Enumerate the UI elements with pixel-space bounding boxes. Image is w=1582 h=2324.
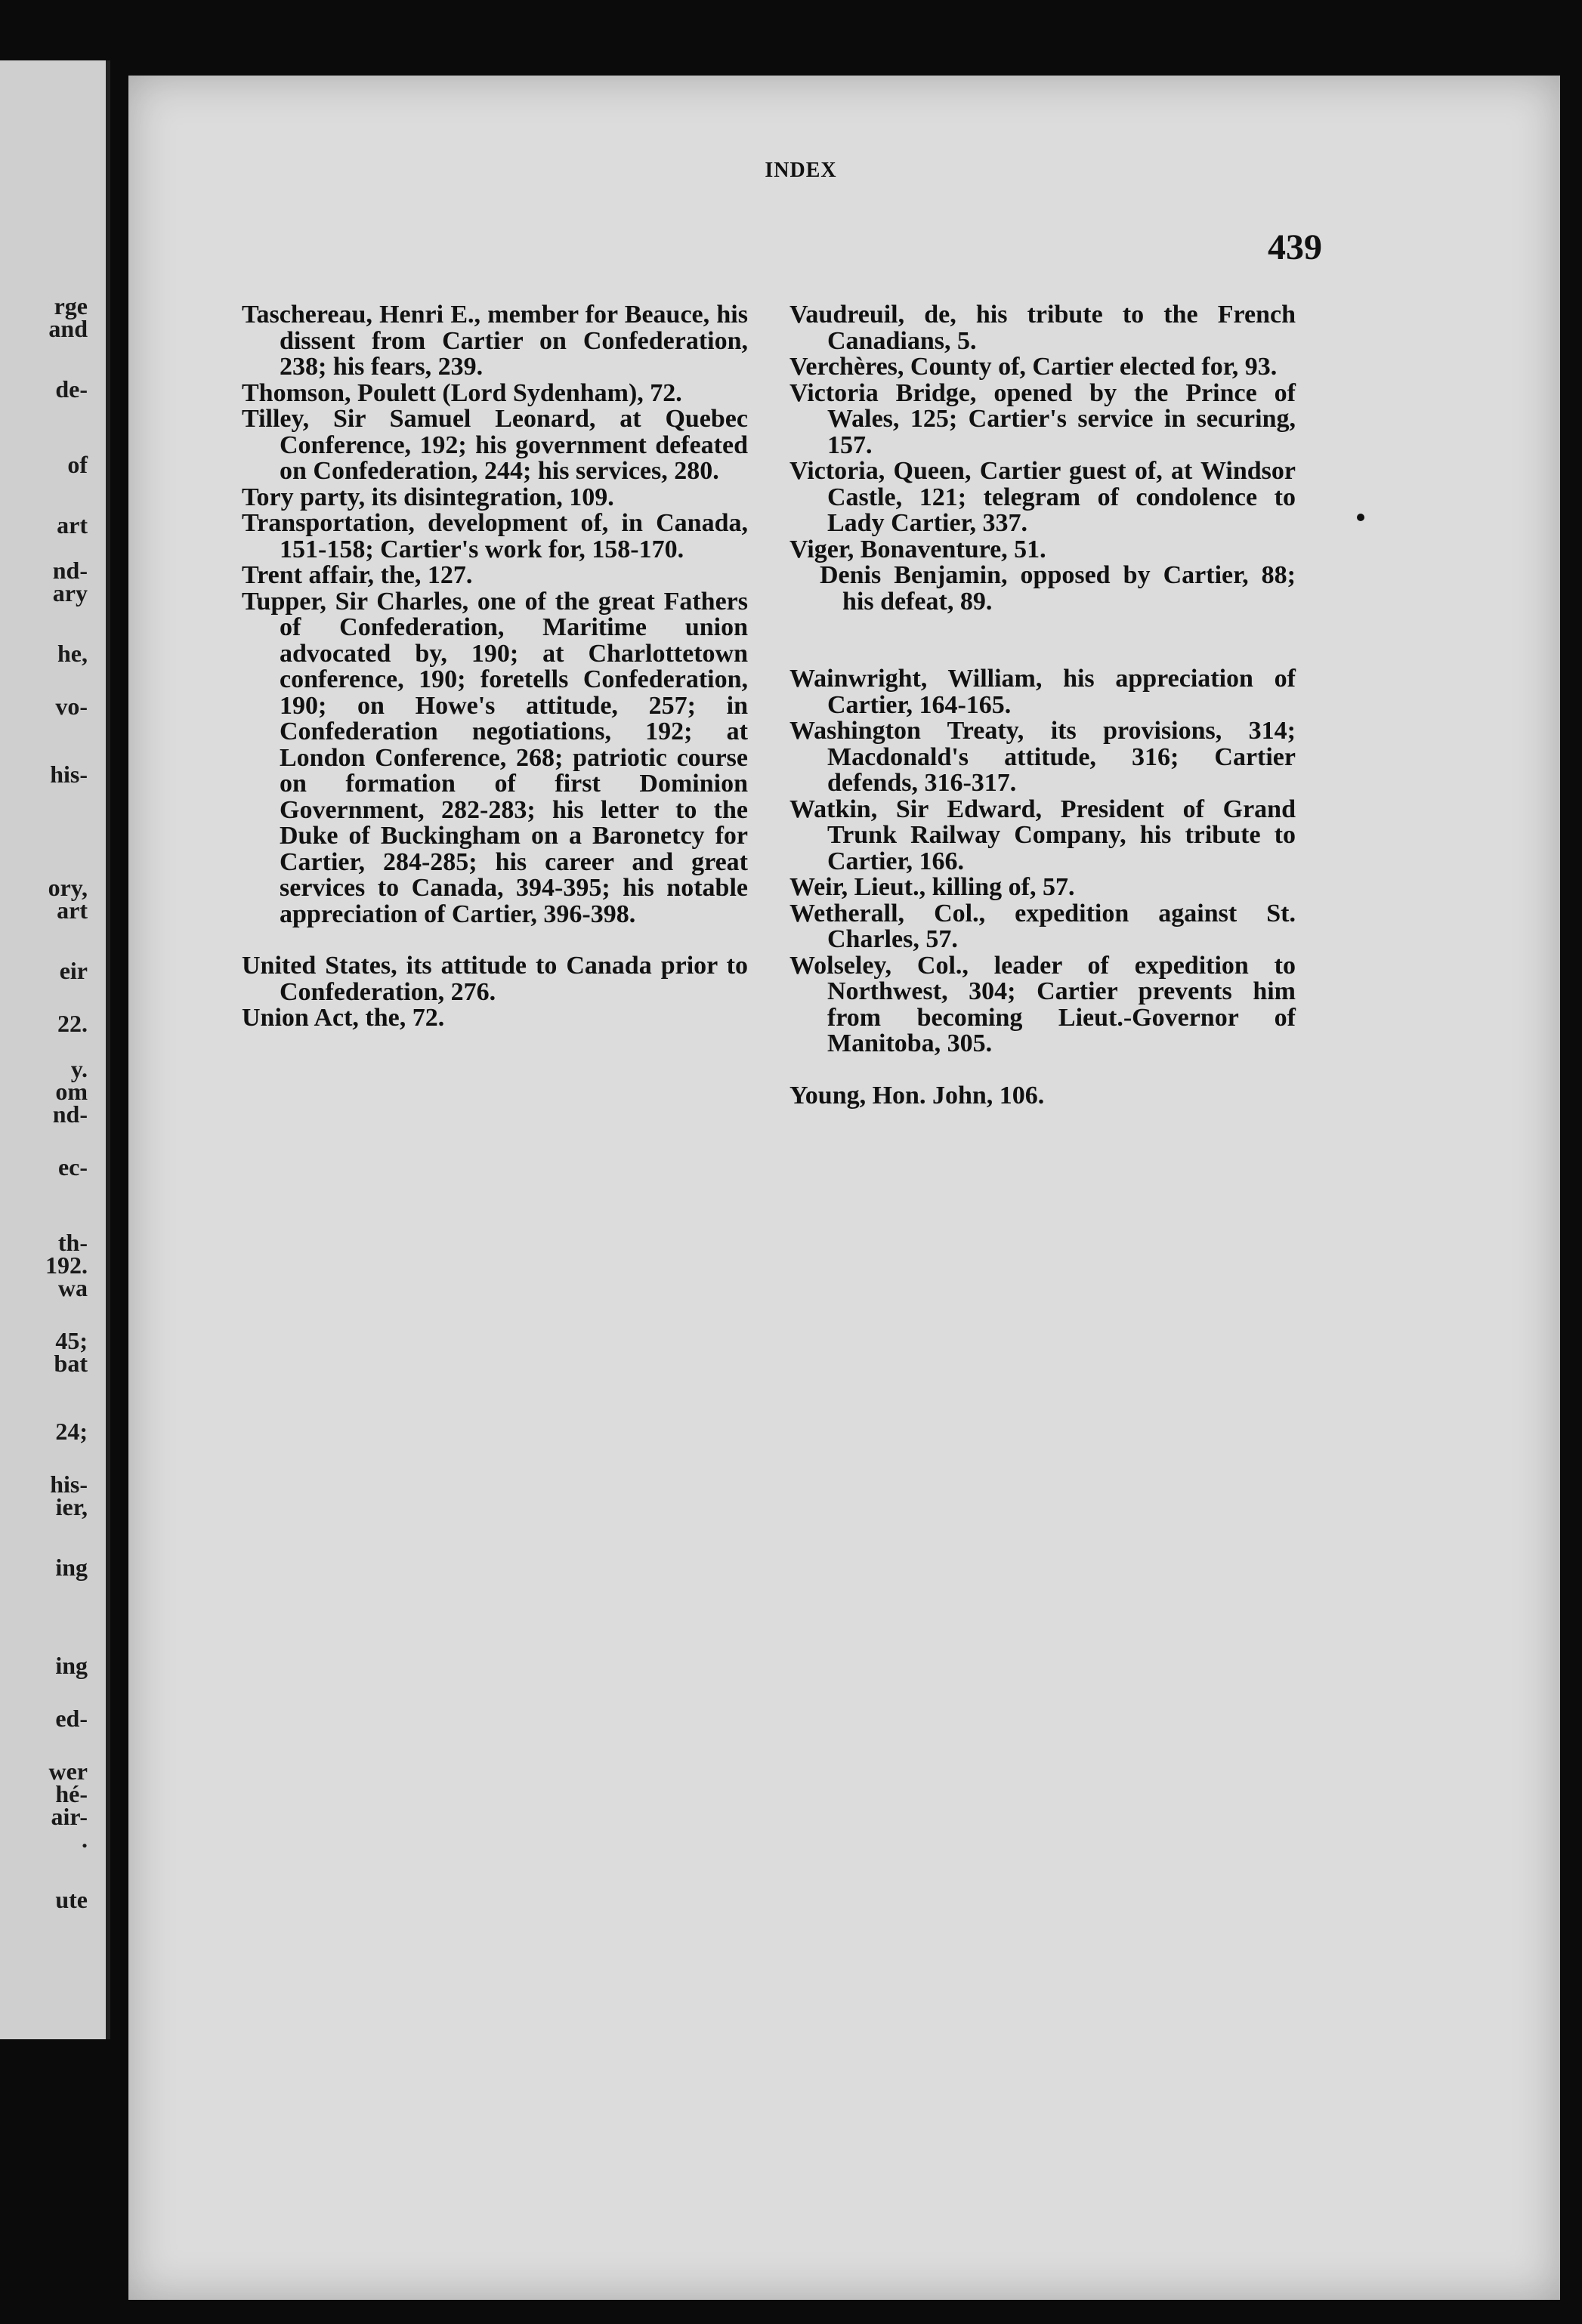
facing-page-fragment: and [48, 315, 88, 342]
facing-page-fragment: ary [52, 579, 88, 606]
index-entry: Victoria, Queen, Cartier guest of, at Windsor Castle, 121; telegram of condolence to Lady Cartier, 337. [789, 457, 1296, 537]
facing-page-fragment: art [57, 511, 88, 539]
index-entry: Tory party, its disintegration, 109. [242, 483, 614, 511]
facing-page-fragment: om [55, 1078, 88, 1105]
facing-page-fragment: hé- [55, 1780, 88, 1807]
index-entry: Transportation, development of, in Canada, 151-158; Cartier's work for, 158-170. [242, 509, 748, 563]
facing-page-fragment: bat [54, 1350, 88, 1377]
facing-page-fragment: nd- [52, 1100, 88, 1128]
index-entry: Wainwright, William, his appreciation of Cartier, 164-165. [789, 665, 1296, 719]
facing-page-fragment: ed- [55, 1705, 88, 1732]
facing-page-fragment: his- [50, 1471, 88, 1498]
index-entry: Young, Hon. John, 106. [789, 1081, 1045, 1110]
index-entry: Thomson, Poulett (Lord Sydenham), 72. [242, 378, 682, 407]
facing-page-fragment: eir [59, 957, 88, 984]
facing-page-fragment: his- [50, 761, 88, 788]
facing-page-fragment: vo- [55, 693, 88, 720]
facing-page-fragment: rge [54, 292, 88, 319]
facing-page-edge [0, 60, 110, 2039]
facing-page-fragment: art [57, 897, 88, 924]
index-entry: Vaudreuil, de, his tribute to the French Canadians, 5. [789, 301, 1296, 355]
facing-page-fragment: ing [55, 1554, 88, 1581]
index-entry: Victoria Bridge, opened by the Prince of Wales, 125; Cartier's service in securing, 157. [789, 378, 1296, 459]
facing-page-fragment: of [67, 451, 88, 478]
facing-page-fragment: air- [51, 1803, 88, 1830]
facing-page-fragment: ec- [57, 1153, 88, 1181]
facing-page-fragment: 192. [45, 1252, 88, 1279]
running-head: INDEX [765, 159, 837, 182]
facing-page-fragment: de- [55, 375, 88, 403]
facing-page-fragment: wer [48, 1758, 88, 1785]
index-entry: Trent affair, the, 127. [242, 561, 473, 589]
index-entry: Tilley, Sir Samuel Leonard, at Quebec Conference, 192; his government defeated on Confederation, 244; his services, 280. [242, 405, 748, 485]
section-gap [242, 927, 748, 953]
facing-page-fragment: y. [70, 1055, 88, 1082]
facing-page-fragment: 45; [55, 1327, 88, 1354]
index-entry: Viger, Bonaventure, 51. [789, 535, 1046, 563]
facing-page-fragment: ute [55, 1886, 88, 1913]
section-gap [789, 615, 1296, 666]
index-entry: Wetherall, Col., expedition against St. Charles, 57. [789, 899, 1296, 953]
index-entry: Tupper, Sir Charles, one of the great Fathers of Confederation, Maritime union advocated by, 190; at Charlottetown conference, 190; foretells Confederation, 190; on Howe's attitude, 257; in Confederation negotiations, 192; at London Conference, 268; patriotic course on formation of first Dominion Government, 282-283; his letter to the Duke of Buckingham on a Baronetcy for Cartier, 284-285; his career and great services to Canada, 394-395; his notable appreciation of Cartier, 396-398. [242, 587, 748, 928]
index-entry: United States, its attitude to Canada prior to Confederation, 276. [242, 952, 748, 1006]
index-entry: Washington Treaty, its provisions, 314; Macdonald's attitude, 316; Cartier defends, 316-317. [789, 717, 1296, 797]
facing-page-fragment: he, [57, 640, 88, 667]
facing-page-fragment: wa [57, 1274, 88, 1301]
facing-page-fragment: ory, [48, 874, 88, 901]
facing-page-fragment: nd- [52, 557, 88, 584]
facing-page-fragment: ier, [55, 1493, 88, 1520]
index-column-left [242, 302, 748, 1032]
index-entry: Watkin, Sir Edward, President of Grand Trunk Railway Company, his tribute to Cartier, 166. [789, 795, 1296, 875]
facing-page-fragment: 24; [55, 1418, 88, 1445]
index-entry: Wolseley, Col., leader of expedition to Northwest, 304; Cartier prevents him from becoming Lieut.-Governor of Manitoba, 305. [789, 951, 1296, 1057]
index-entry: Weir, Lieut., killing of, 57. [789, 873, 1075, 901]
index-entry: Union Act, the, 72. [242, 1004, 445, 1032]
facing-page-fragment: th- [57, 1229, 88, 1256]
page-number: 439 [1268, 227, 1322, 267]
index-entry: Taschereau, Henri E., member for Beauce, his dissent from Cartier on Confederation, 238; his fears, 239. [242, 301, 748, 381]
facing-page-fragment: . [82, 1826, 88, 1853]
facing-page-fragment: 22. [57, 1010, 88, 1037]
ink-speck [1357, 514, 1364, 521]
section-gap [789, 1057, 1296, 1083]
facing-page-fragment: ing [55, 1652, 88, 1679]
index-entry: Verchères, County of, Cartier elected for, 93. [789, 353, 1278, 381]
index-column-right [789, 302, 1296, 1109]
index-subentry: Denis Benjamin, opposed by Cartier, 88; his defeat, 89. [820, 561, 1296, 616]
